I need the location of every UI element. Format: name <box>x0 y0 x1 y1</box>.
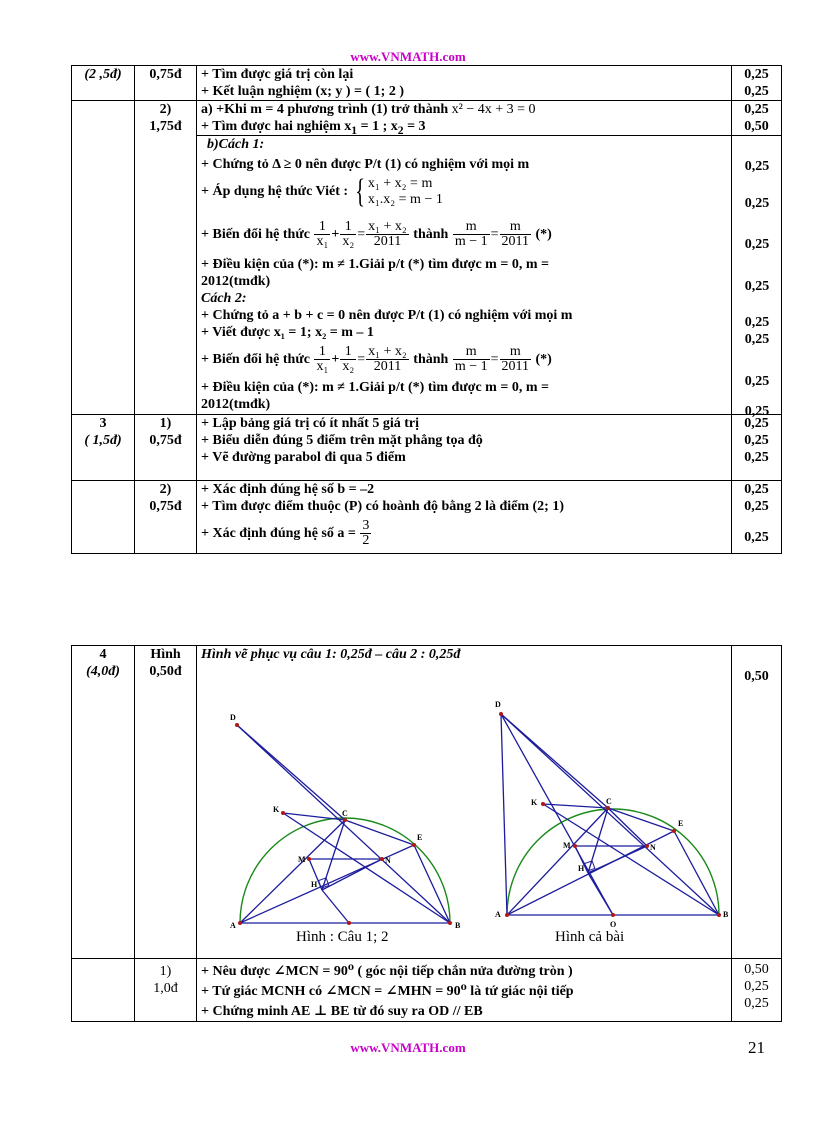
points-cell: 2) 0,75đ <box>135 481 197 554</box>
label-M: M <box>298 855 306 864</box>
label-D: D <box>230 713 236 722</box>
points-cell: 0,75đ <box>135 66 197 101</box>
page-header: www.VNMATH.com <box>350 49 466 64</box>
score-cell: 0,50 0,25 0,25 <box>732 959 782 1022</box>
points-cell: 1) 1,0đ <box>135 959 197 1022</box>
score-cell: 0,25 0,25 0,25 0,25 0,25 0,25 0,25 0,25 <box>732 136 782 415</box>
table-row <box>72 646 782 959</box>
question-cell: (2 ,5đ) <box>72 66 135 101</box>
label-D: D <box>495 700 501 709</box>
content-line: + Tìm được giá trị còn lại <box>201 67 354 82</box>
label-H: H <box>578 864 585 873</box>
label-B: B <box>723 910 729 919</box>
page-number: 21 <box>748 1038 765 1057</box>
label-H: H <box>311 880 318 889</box>
geometry-figure-1 <box>227 702 497 932</box>
table-row <box>72 481 782 554</box>
score-cell: 0,25 0,25 0,25 <box>732 481 782 554</box>
content-cell: a) +Khi m = 4 phương trình (1) trở thành x² − 4x + 3 = 0 + Tìm được hai nghiệm $x_1 = 1$ ; $x_2 = 3$ <box>197 101 732 136</box>
label-O: O <box>610 920 617 929</box>
points-cell: Hình 0,50đ <box>135 646 197 959</box>
figure-caption-2: Hình cả bài <box>555 929 625 945</box>
score-cell <box>732 66 782 101</box>
content-cell <box>197 66 732 101</box>
score-cell: 0,25 0,50 <box>732 101 782 136</box>
score-cell: 0,50 <box>732 646 782 959</box>
score-cell: 0,25 0,25 0,25 <box>732 415 782 481</box>
figure-caption-1: Hình : Câu 1; 2 <box>296 929 389 945</box>
table-row <box>72 415 782 481</box>
content-cell: + Nêu được ∠MCN = 90⁰ ( góc nội tiếp chắn nửa đường tròn ) + Tứ giác MCNH có ∠MCN = ∠MHN = 90⁰ là tứ giác nội tiếp + Chứng minh AE ⊥ BE từ đó suy ra OD // EB <box>197 959 732 1022</box>
label-C: C <box>606 797 612 806</box>
table-row <box>72 959 782 1022</box>
points-cell: 2) 1,75đ <box>135 101 197 415</box>
content-cell <box>197 646 732 959</box>
content-cell: + Xác định đúng hệ số b = –2 + Tìm được điểm thuộc (P) có hoành độ bằng 2 là điểm (2; 1) + Xác định đúng hệ số a = $\frac{3}{2}$ <box>197 481 732 554</box>
label-M: M <box>563 841 571 850</box>
label-N: N <box>385 856 391 865</box>
figure-title: Hình vẽ phục vụ câu 1: 0,25đ – câu 2 : 0,25đ <box>201 647 461 662</box>
scoring-table-2 <box>71 645 782 1022</box>
label-E: E <box>417 833 423 842</box>
equation: x² − 4x + 3 = 0 <box>451 102 536 117</box>
question-cell: 4 (4,0đ) <box>72 646 135 959</box>
label-A: A <box>495 910 501 919</box>
fraction-equation-2: + Biến đổi hệ thức $\frac{1}{\text{x₁}}$ + $\frac{1}{\text{x₂}}$ = $\frac{\text{x₁ + x₂}}{2011}$ thành $\frac{m}{m - 1}$ = $\frac{m}{2011}$ (*) <box>201 344 552 375</box>
geometry-figure-2 <box>483 691 743 931</box>
points-cell: 1) 0,75đ <box>135 415 197 481</box>
question-cell <box>72 481 135 554</box>
content-line: + Kết luận nghiệm (x; y ) = ( 1; 2 ) <box>201 84 404 99</box>
label-N: N <box>650 843 656 852</box>
question-cell <box>72 101 135 415</box>
score-value: 0,25 <box>744 67 769 82</box>
label-C: C <box>342 809 348 818</box>
table-row <box>72 101 782 136</box>
label-K: K <box>273 805 280 814</box>
question-cell <box>72 959 135 1022</box>
label-E: E <box>678 819 684 828</box>
content-cell: + Lập bảng giá trị có ít nhất 5 giá trị + Biểu diễn đúng 5 điểm trên mặt phẳng tọa độ + Vẽ đường parabol đi qua 5 điểm <box>197 415 732 481</box>
viet-system: { x₁ + x₂ = m x₁.x₂ = m − 1 <box>354 173 443 210</box>
question-cell: 3 ( 1,5đ) <box>72 415 135 481</box>
page-footer: www.VNMATH.com <box>350 1040 466 1055</box>
score-value: 0,25 <box>744 84 769 99</box>
label-A: A <box>230 921 236 930</box>
label-B: B <box>455 921 461 930</box>
label-K: K <box>531 798 538 807</box>
scoring-table-1 <box>71 65 782 554</box>
table-row <box>72 66 782 101</box>
content-cell: b)Cách 1: + Chứng tỏ Δ ≥ 0 nên được P/t (1) có nghiệm với mọi m + Áp dụng hệ thức Viét : { x₁ + x₂ = m x₁.x₂ = m − 1 + Biến đổi hệ thức $\frac{1}{\text{x₁}}$ + $\frac{1}{\text{x₂}}$ = $\frac{\text{x₁ + x₂}}{2011}$ thành $\frac{m}{m - 1}$ = $\frac{m}{2011}$ (*) + Điều kiện của (*): m ≠ 1.Giải p/t (*) tìm được m = 0, m = 2012(tmđk) Cách 2: + Chứng tỏ a + b + c = 0 nên được P/t (1) có nghiệm với mọi m + Viết được x₁ = 1; x₂ = m – 1 + Biến đổi hệ thức $\frac{1}{\text{x₁}}$ + $\frac{1}{\text{x₂}}$ = $\frac{\text{x₁ + x₂}}{2011}$ thành $\frac{m}{m - 1}$ = $\frac{m}{2011}$ (*) + Điều kiện của (*): m ≠ 1.Giải p/t (*) tìm được m = 0, m = 2012(tmđk) <box>197 136 732 415</box>
fraction-equation-1: + Biến đổi hệ thức $\frac{1}{\text{x₁}}$ + $\frac{1}{\text{x₂}}$ = $\frac{\text{x₁ + x₂}}{2011}$ thành $\frac{m}{m - 1}$ = $\frac{m}{2011}$ (*) <box>201 219 552 250</box>
